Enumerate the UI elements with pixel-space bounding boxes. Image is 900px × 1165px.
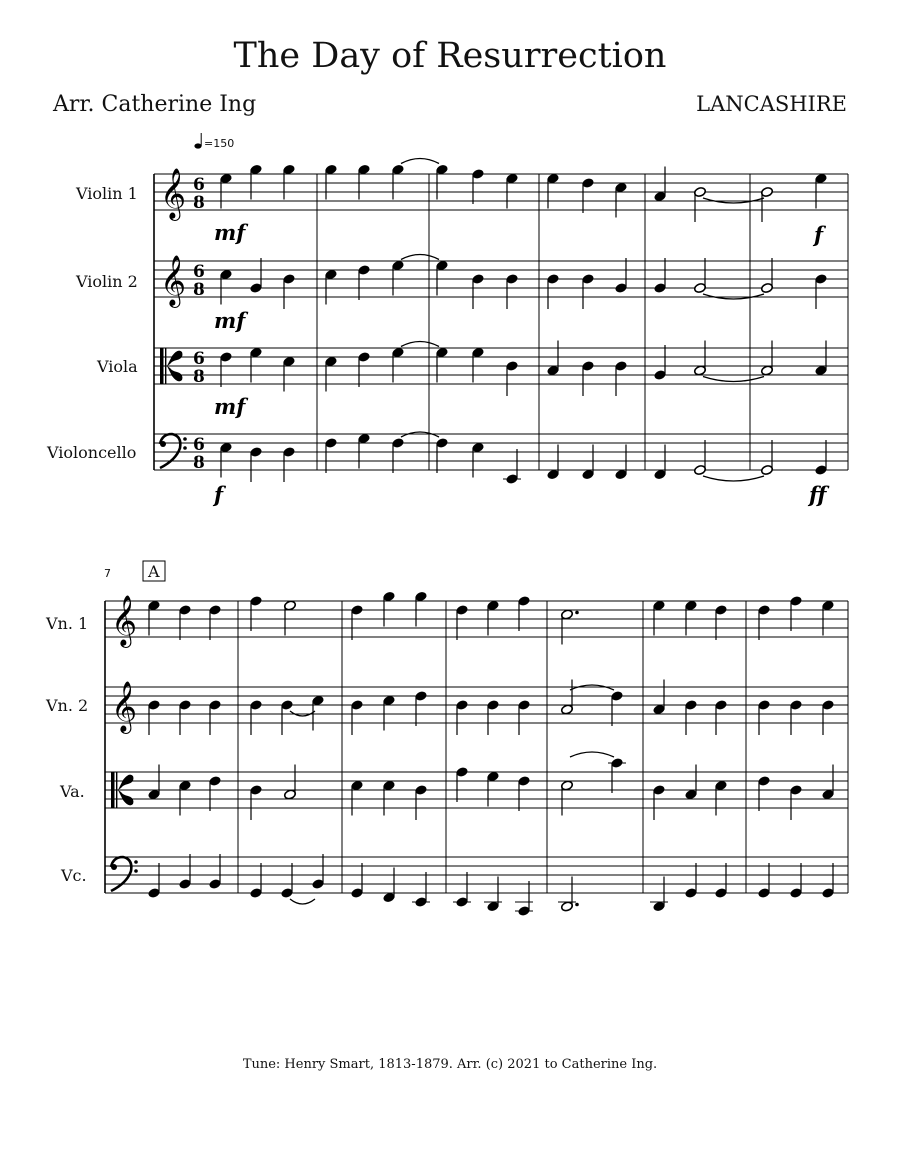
dynamic-marking: mf (214, 220, 246, 245)
tie-slur (401, 342, 439, 347)
tie-slur (290, 899, 315, 904)
tune-name: LANCASHIRE (696, 92, 847, 116)
svg-text:6: 6 (193, 349, 205, 369)
instrument-short-violin1: Vn. 1 (46, 614, 89, 633)
treble-clef-icon: 𝄞 (160, 168, 187, 219)
dynamic-marking: f (814, 222, 824, 247)
instrument-short-violin2: Vn. 2 (46, 696, 89, 715)
svg-text:8: 8 (193, 280, 205, 300)
instrument-name-violin1: Violin 1 (76, 184, 138, 203)
bass-clef-icon (111, 857, 138, 891)
arranger-credit: Arr. Catherine Ing (53, 92, 257, 117)
system-2 (45, 561, 848, 893)
instrument-name-viola: Viola (97, 357, 138, 376)
svg-text:6: 6 (193, 262, 205, 282)
svg-text:8: 8 (193, 367, 205, 387)
tie-slur (703, 377, 764, 382)
treble-clef-icon: 𝄞 (111, 595, 138, 646)
copyright-footer: Tune: Henry Smart, 1813-1879. Arr. (c) 2021 to Catherine Ing. (242, 1057, 658, 1072)
measure-number: 7 (104, 567, 111, 580)
dynamic-marking: mf (214, 394, 246, 419)
time-signature (193, 175, 205, 473)
augmentation-dot (575, 611, 579, 615)
treble-clef-icon: 𝄞 (111, 681, 138, 732)
svg-text:6: 6 (193, 175, 205, 195)
dynamic-marking: ff (809, 482, 827, 507)
instrument-short-cello: Vc. (61, 866, 87, 885)
svg-text:8: 8 (193, 453, 205, 473)
tempo-value: =150 (204, 137, 235, 150)
system-1 (46, 133, 848, 507)
rehearsal-mark: A (148, 562, 160, 581)
dynamic-marking: f (214, 482, 224, 507)
tie-slur (401, 255, 439, 260)
notes-layer (148, 159, 835, 917)
score-title: The Day of Resurrection (233, 36, 667, 76)
treble-clef-icon: 𝄞 (160, 255, 187, 306)
tie-slur (401, 159, 439, 164)
tie-slur (570, 752, 614, 757)
tie-slur (703, 476, 764, 481)
svg-text:8: 8 (193, 193, 205, 213)
svg-text:6: 6 (193, 435, 205, 455)
staves-system-1 (154, 174, 848, 470)
augmentation-dot (575, 903, 579, 907)
instrument-name-cello: Violoncello (47, 443, 137, 462)
instrument-name-violin2: Violin 2 (76, 272, 138, 291)
staves-system-2 (105, 601, 848, 893)
instrument-short-viola: Va. (60, 782, 85, 801)
bass-clef-icon (160, 434, 187, 468)
tempo-marking (194, 133, 234, 150)
dynamic-marking: mf (214, 308, 246, 333)
